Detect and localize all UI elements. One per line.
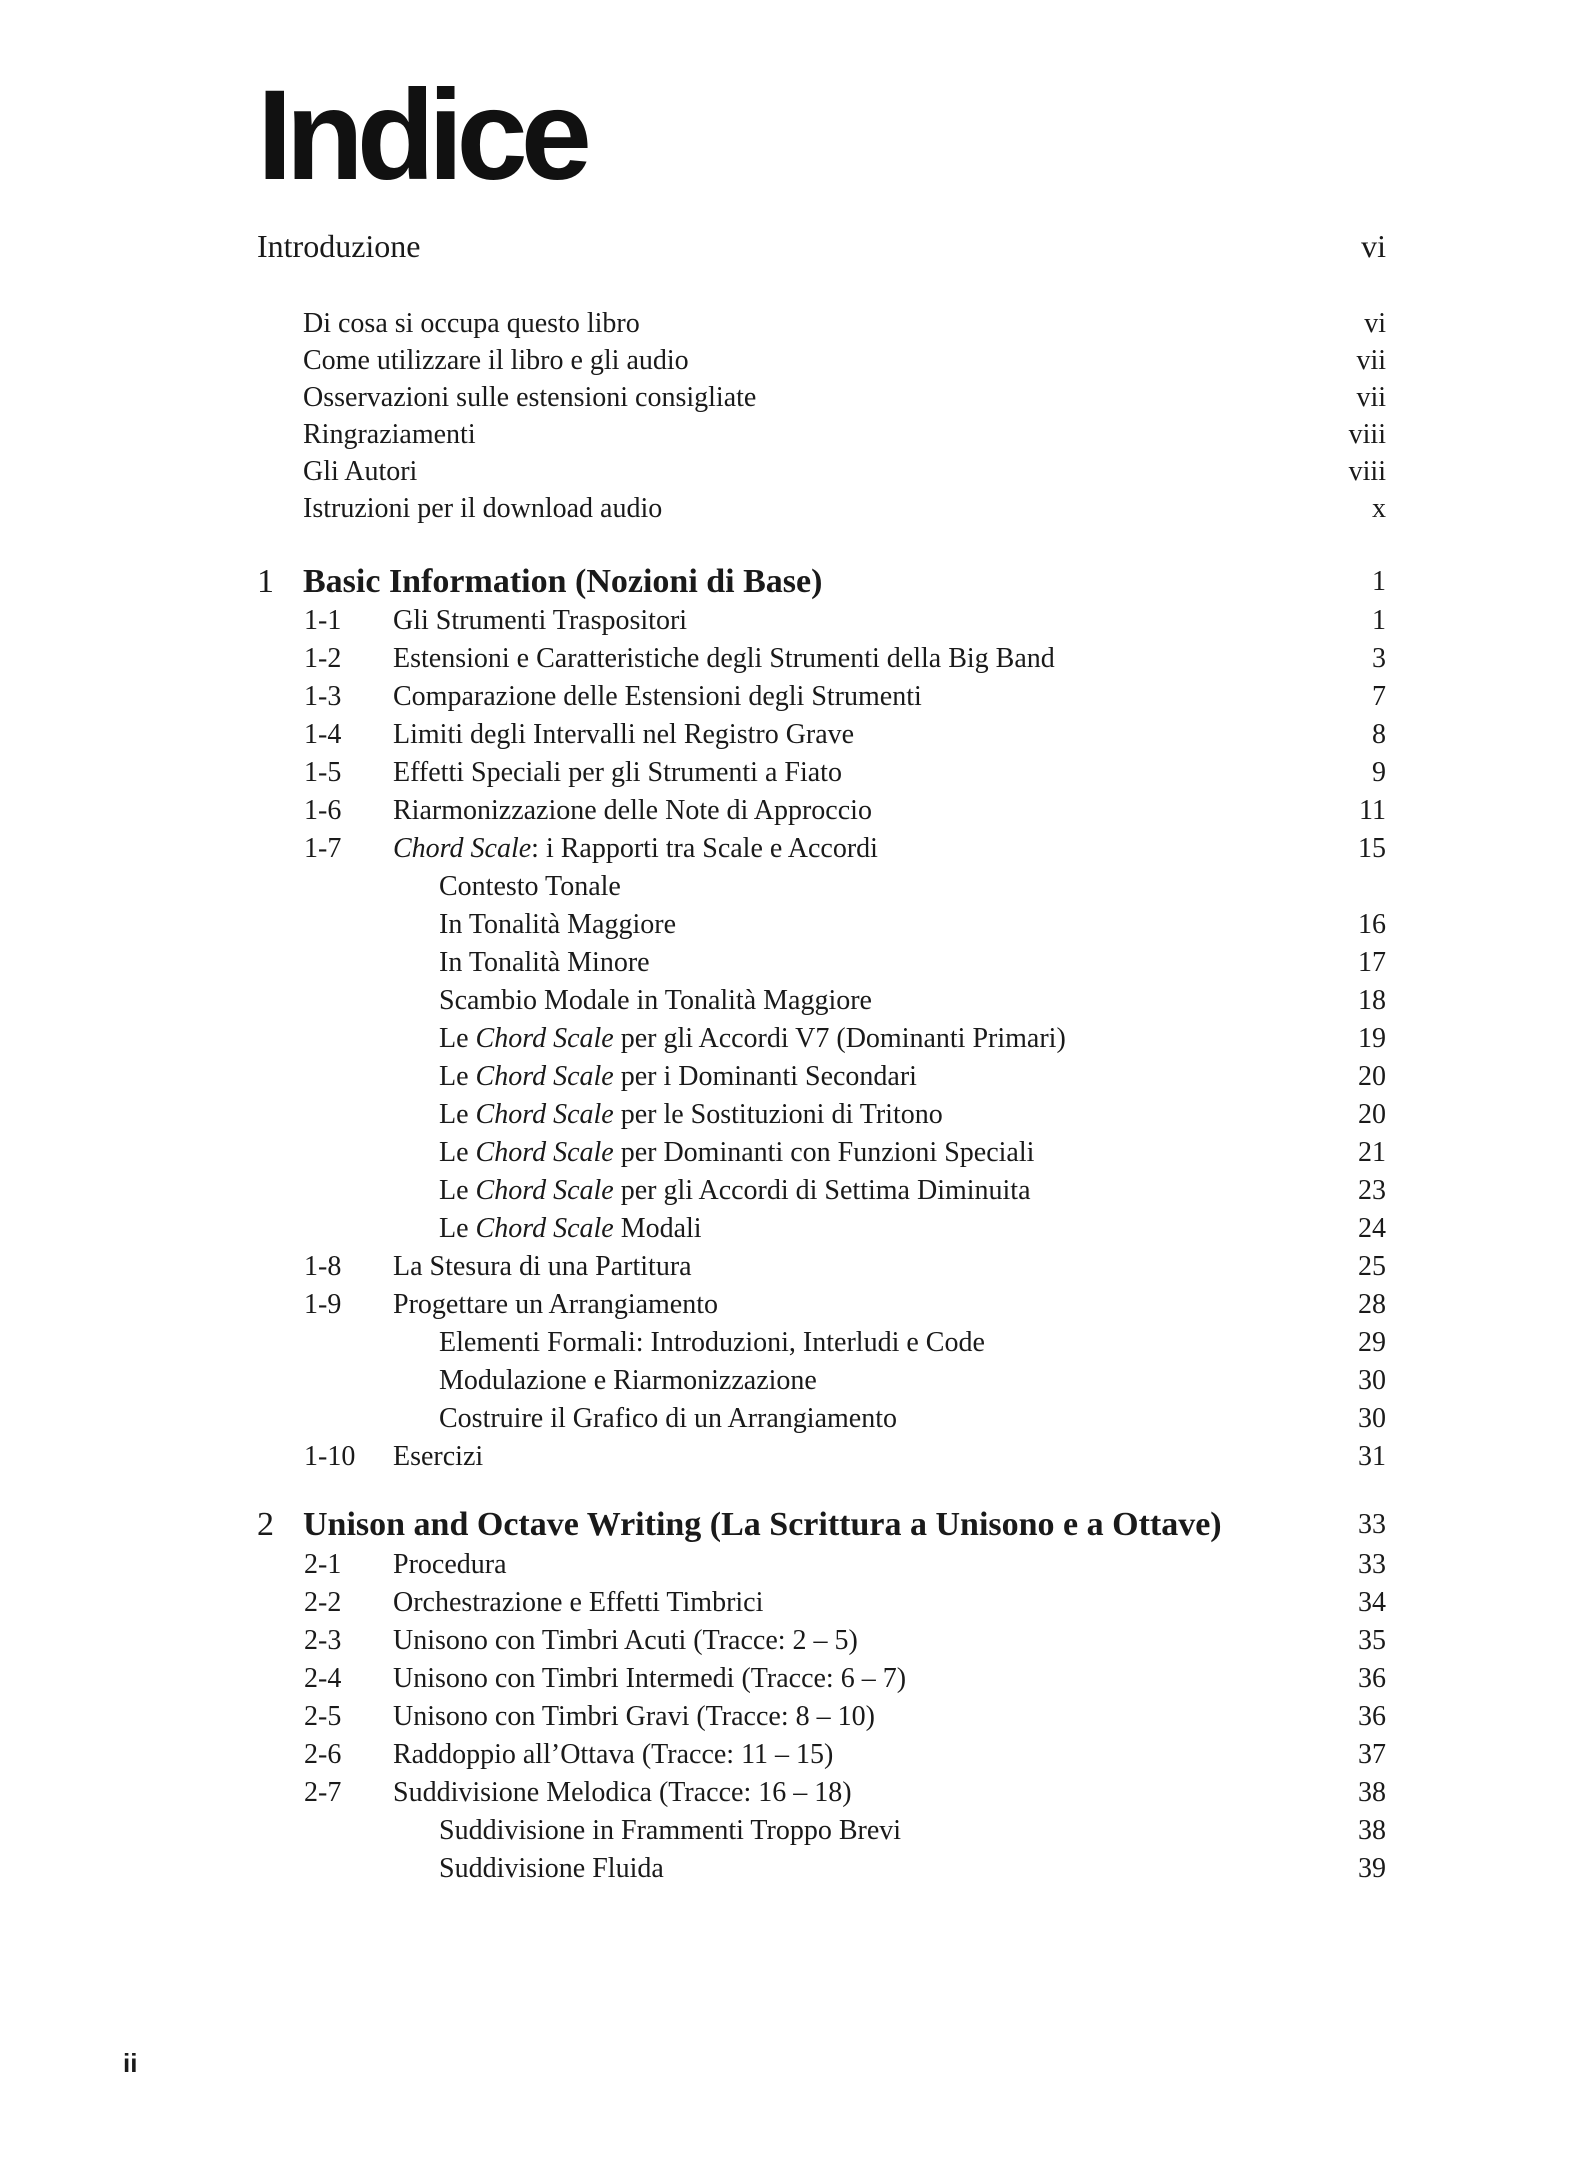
toc-page: viii [1348, 456, 1386, 487]
toc-page: 17 [1358, 947, 1386, 978]
toc-page: 1 [1372, 566, 1386, 597]
section-number: 1-7 [304, 833, 342, 864]
toc-section[interactable] [0, 640, 1593, 678]
toc-page: x [1372, 493, 1386, 524]
toc-label: Costruire il Grafico di un Arrangiamento [439, 1403, 897, 1434]
toc-label: Suddivisione in Frammenti Troppo Brevi [439, 1815, 902, 1846]
toc-label: Gli Strumenti Traspositori [393, 605, 688, 636]
toc-page: vi [1361, 228, 1386, 264]
toc-page: vii [1356, 382, 1386, 413]
toc-section[interactable] [0, 1584, 1593, 1622]
toc-subsection[interactable] [0, 982, 1593, 1020]
toc-page: 21 [1358, 1137, 1386, 1168]
toc-intro-item[interactable] [0, 342, 1593, 380]
chapter-title: Basic Information (Nozioni di Base) [303, 563, 823, 600]
toc-subsection[interactable] [0, 868, 1593, 906]
toc-subsection[interactable] [0, 1058, 1593, 1096]
chapter-title: Unison and Octave Writing (La Scrittura a Unisono e a Ottave) [303, 1506, 1222, 1543]
toc-page: 25 [1358, 1251, 1386, 1282]
toc-label: Istruzioni per il download audio [303, 493, 663, 524]
section-number: 1-3 [304, 681, 342, 712]
toc-page: 28 [1358, 1289, 1386, 1320]
toc-section[interactable] [0, 1248, 1593, 1286]
toc-label: Unisono con Timbri Gravi (Tracce: 8 – 10) [393, 1701, 875, 1732]
section-number: 1-4 [304, 719, 342, 750]
toc-chapter-2[interactable] [0, 1506, 1593, 1544]
toc-label: Elementi Formali: Introduzioni, Interludi e Code [439, 1327, 985, 1358]
toc-page: 33 [1358, 1509, 1386, 1540]
toc-label: Comparazione delle Estensioni degli Strumenti [393, 681, 922, 712]
section-number: 1-9 [304, 1289, 342, 1320]
toc-subsection[interactable] [0, 944, 1593, 982]
toc-subsection[interactable] [0, 1134, 1593, 1172]
toc-label: Modulazione e Riarmonizzazione [439, 1365, 817, 1396]
toc-label: Scambio Modale in Tonalità Maggiore [439, 985, 872, 1016]
toc-page: 30 [1358, 1403, 1386, 1434]
toc-label: Effetti Speciali per gli Strumenti a Fiato [393, 757, 842, 788]
toc-page: 37 [1358, 1739, 1386, 1770]
toc-label: Di cosa si occupa questo libro [303, 308, 640, 339]
toc-label: Osservazioni sulle estensioni consigliate [303, 382, 757, 413]
toc-label: Raddoppio all’Ottava (Tracce: 11 – 15) [393, 1739, 834, 1770]
toc-page: 38 [1358, 1815, 1386, 1846]
toc-subsection[interactable] [0, 1812, 1593, 1850]
toc-subsection[interactable] [0, 1850, 1593, 1888]
section-number: 1-8 [304, 1251, 342, 1282]
section-number: 2-2 [304, 1587, 342, 1618]
toc-label: Limiti degli Intervalli nel Registro Grave [393, 719, 855, 750]
toc-label: La Stesura di una Partitura [393, 1251, 692, 1282]
toc-label: Orchestrazione e Effetti Timbrici [393, 1587, 764, 1618]
toc-page: 24 [1358, 1213, 1386, 1244]
toc-page: 31 [1358, 1441, 1386, 1472]
toc-section[interactable] [0, 1546, 1593, 1584]
toc-page: 36 [1358, 1663, 1386, 1694]
toc-page: vi [1364, 308, 1386, 339]
toc-section[interactable] [0, 1660, 1593, 1698]
toc-page: 3 [1372, 643, 1386, 674]
toc-label: Introduzione [257, 228, 421, 264]
toc-page: 19 [1358, 1023, 1386, 1054]
section-number: 2-4 [304, 1663, 342, 1694]
toc-page: 16 [1358, 909, 1386, 940]
toc-page: 11 [1359, 795, 1386, 826]
toc-intro-item[interactable] [0, 453, 1593, 491]
toc-section[interactable] [0, 1736, 1593, 1774]
toc-subsection[interactable] [0, 1210, 1593, 1248]
toc-label: Le Chord Scale per le Sostituzioni di Tritono [439, 1099, 943, 1130]
section-number: 2-3 [304, 1625, 342, 1656]
toc-page: 29 [1358, 1327, 1386, 1358]
toc-intro-item[interactable] [0, 305, 1593, 343]
toc-section[interactable] [0, 602, 1593, 640]
toc-label: Chord Scale: i Rapporti tra Scale e Accordi [393, 833, 878, 864]
toc-label: Suddivisione Fluida [439, 1853, 664, 1884]
toc-label: Ringraziamenti [303, 419, 476, 450]
toc-page: 1 [1372, 605, 1386, 636]
toc-intro-item[interactable] [0, 490, 1593, 528]
toc-page: 18 [1358, 985, 1386, 1016]
toc-subsection[interactable] [0, 1020, 1593, 1058]
toc-label: Estensioni e Caratteristiche degli Strumenti della Big Band [393, 643, 1055, 674]
toc-page: 20 [1358, 1061, 1386, 1092]
toc-intro-item[interactable] [0, 416, 1593, 454]
toc-page: 15 [1358, 833, 1386, 864]
toc-subsection[interactable] [0, 1096, 1593, 1134]
toc-label: Come utilizzare il libro e gli audio [303, 345, 689, 376]
toc-label: Le Chord Scale per i Dominanti Secondari [439, 1061, 917, 1092]
toc-label: Gli Autori [303, 456, 418, 487]
toc-label: Procedura [393, 1549, 507, 1580]
toc-intro-item[interactable] [0, 379, 1593, 417]
chapter-number: 1 [257, 563, 274, 600]
toc-section[interactable] [0, 716, 1593, 754]
toc-subsection[interactable] [0, 1362, 1593, 1400]
toc-page: 30 [1358, 1365, 1386, 1396]
chapter-number: 2 [257, 1506, 274, 1543]
toc-section[interactable] [0, 1438, 1593, 1476]
toc-subsection[interactable] [0, 906, 1593, 944]
toc-section[interactable] [0, 1698, 1593, 1736]
toc-label: Esercizi [393, 1441, 484, 1472]
toc-page: 20 [1358, 1099, 1386, 1130]
section-number: 1-1 [304, 605, 342, 636]
section-number: 1-2 [304, 643, 342, 674]
toc-page: 35 [1358, 1625, 1386, 1656]
toc-section[interactable] [0, 792, 1593, 830]
section-number: 2-1 [304, 1549, 342, 1580]
toc-chapter-1[interactable] [0, 563, 1593, 601]
toc-page: 8 [1372, 719, 1386, 750]
toc-label: In Tonalità Maggiore [439, 909, 677, 940]
toc-section[interactable] [0, 1774, 1593, 1812]
toc-page: 9 [1372, 757, 1386, 788]
toc-page: 34 [1358, 1587, 1386, 1618]
toc-label: Riarmonizzazione delle Note di Approccio [393, 795, 872, 826]
toc-intro[interactable] [0, 227, 1593, 265]
toc-label: Contesto Tonale [439, 871, 621, 902]
toc-label: Unisono con Timbri Intermedi (Tracce: 6 – 7) [393, 1663, 907, 1694]
page-number: ii [123, 2048, 138, 2078]
toc-subsection[interactable] [0, 1324, 1593, 1362]
toc-page: 7 [1372, 681, 1386, 712]
toc-section[interactable] [0, 754, 1593, 792]
section-number: 1-6 [304, 795, 342, 826]
section-number: 2-6 [304, 1739, 342, 1770]
toc-section[interactable] [0, 830, 1593, 868]
toc-label: Le Chord Scale Modali [439, 1213, 702, 1244]
toc-section[interactable] [0, 678, 1593, 716]
section-number: 1-10 [304, 1441, 356, 1472]
toc-page: 38 [1358, 1777, 1386, 1808]
toc-label: Progettare un Arrangiamento [393, 1289, 719, 1320]
toc-page: 36 [1358, 1701, 1386, 1732]
toc-section[interactable] [0, 1622, 1593, 1660]
toc-page: 23 [1358, 1175, 1386, 1206]
toc-subsection[interactable] [0, 1172, 1593, 1210]
toc-page: 33 [1358, 1549, 1386, 1580]
toc-label: Unisono con Timbri Acuti (Tracce: 2 – 5) [393, 1625, 858, 1656]
toc-label: Le Chord Scale per gli Accordi di Settima Diminuita [439, 1175, 1031, 1206]
toc-label: In Tonalità Minore [439, 947, 650, 978]
section-number: 2-5 [304, 1701, 342, 1732]
toc-label: Le Chord Scale per Dominanti con Funzioni Speciali [439, 1137, 1035, 1168]
section-number: 1-5 [304, 757, 342, 788]
toc-label: Suddivisione Melodica (Tracce: 16 – 18) [393, 1777, 852, 1808]
toc-page: 39 [1358, 1853, 1386, 1884]
toc-page: vii [1356, 345, 1386, 376]
section-number: 2-7 [304, 1777, 342, 1808]
toc-subsection[interactable] [0, 1400, 1593, 1438]
toc-label: Le Chord Scale per gli Accordi V7 (Dominanti Primari) [439, 1023, 1066, 1054]
toc-section[interactable] [0, 1286, 1593, 1324]
page-title: Indice [257, 64, 585, 207]
toc-page: viii [1348, 419, 1386, 450]
